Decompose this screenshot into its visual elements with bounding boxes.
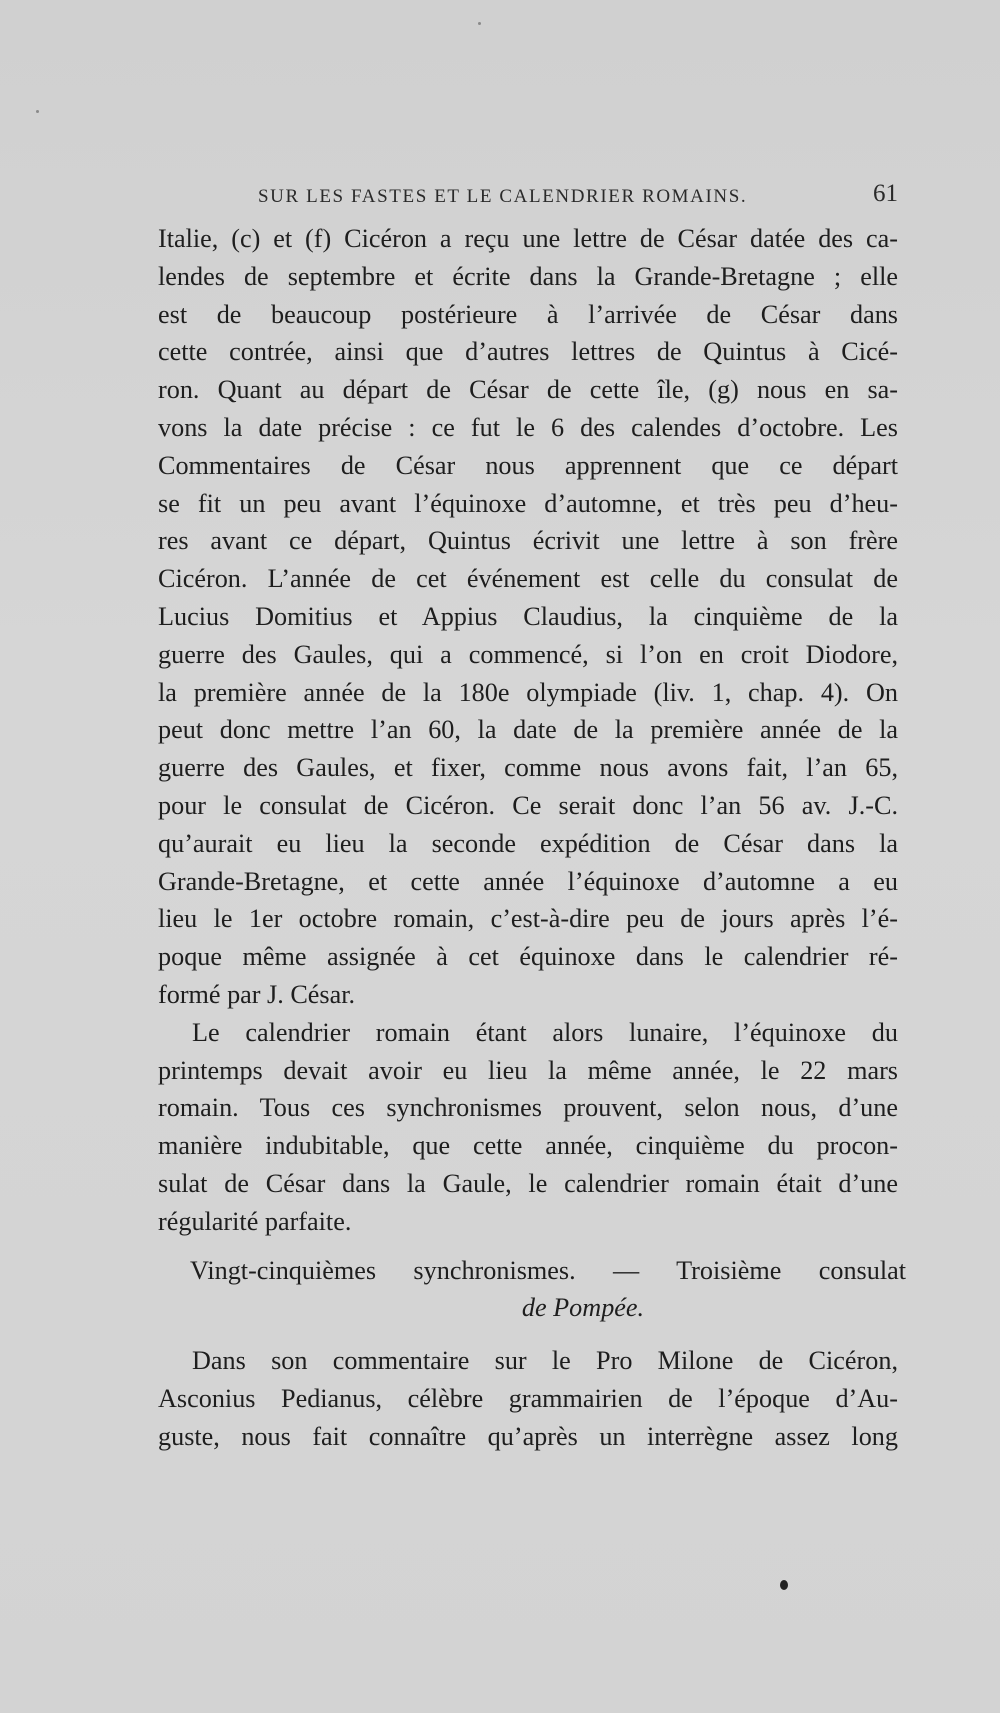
text-line: printemps devait avoir eu lieu la même année, le 22 mars [158, 1055, 898, 1085]
heading-line-2: de Pompée. [521, 1293, 645, 1322]
text-line: régularité parfaite. [158, 1206, 352, 1236]
text-line: guste, nous fait connaître qu’après un interrègne assez long [158, 1422, 898, 1451]
text-line: qu’aurait eu lieu la seconde expédition de César dans la [158, 828, 898, 858]
text-line: Le calendrier romain étant alors lunaire, l’équinoxe du [192, 1017, 898, 1047]
text-line: guerre des Gaules, qui a commencé, si l’on en croit Diodore, [158, 639, 898, 669]
text-line: res avant ce départ, Quintus écrivit une lettre à son frère [158, 526, 898, 556]
text-line: guerre des Gaules, et fixer, comme nous avons fait, l’an 65, [158, 753, 898, 783]
text-line: Italie, (c) et (f) Cicéron a reçu une lettre de César datée des ca- [158, 224, 898, 253]
text-line: pour le consulat de Cicéron. Ce serait donc l’an 56 av. J.-C. [158, 790, 898, 820]
text-line: Dans son commentaire sur le Pro Milone de Cicéron, [192, 1346, 898, 1375]
text-line: formé par J. César. [158, 979, 356, 1009]
text-line: vons la date précise : ce fut le 6 des calendes d’octobre. Les [158, 412, 898, 442]
paper-speck [36, 110, 39, 113]
text-line: cette contrée, ainsi que d’autres lettres de Quintus à Cicé- [158, 337, 898, 367]
running-title: SUR LES FASTES ET LE CALENDRIER ROMAINS. [258, 186, 748, 207]
paragraph-2 [158, 1014, 898, 1241]
text-line: ron. Quant au départ de César de cette île, (g) nous en sa- [158, 375, 898, 405]
text-line: sulat de César dans la Gaule, le calendrier romain était d’une [158, 1168, 898, 1198]
text-line: Asconius Pedianus, célèbre grammairien de l’époque d’Au- [158, 1384, 898, 1413]
paragraph-3 [158, 1342, 898, 1456]
heading-line-1: Vingt-cinquièmes synchronismes. — Troisième consulat [190, 1256, 906, 1285]
section-heading [190, 1252, 906, 1326]
text-line: lieu le 1er octobre romain, c’est-à-dire peu de jours après l’é- [158, 904, 898, 934]
paragraph-1 [158, 220, 898, 1014]
text-line: peut donc mettre l’an 60, la date de la première année de la [158, 715, 898, 745]
text-line: romain. Tous ces synchronismes prouvent, selon nous, d’une [158, 1093, 898, 1123]
text-line: lendes de septembre et écrite dans la Grande-Bretagne ; elle [158, 261, 898, 291]
text-line: Commentaires de César nous apprennent que ce départ [158, 450, 898, 480]
page-header [258, 180, 898, 216]
text-line: manière indubitable, que cette année, cinquième du procon- [158, 1131, 898, 1161]
ink-spot [780, 1580, 788, 1590]
text-line: se fit un peu avant l’équinoxe d’automne, et très peu d’heu- [158, 488, 898, 518]
text-line: Grande-Bretagne, et cette année l’équinoxe d’automne a eu [158, 866, 898, 896]
text-line: la première année de la 180e olympiade (liv. 1, chap. 4). On [158, 677, 898, 707]
text-line: Lucius Domitius et Appius Claudius, la cinquième de la [158, 601, 898, 631]
paper-speck [478, 22, 481, 25]
page-number: 61 [873, 180, 898, 207]
text-line: poque même assignée à cet équinoxe dans le calendrier ré- [158, 942, 898, 972]
text-line: est de beaucoup postérieure à l’arrivée de César dans [158, 299, 898, 329]
main-text [158, 220, 898, 1241]
text-line: Cicéron. L’année de cet événement est celle du consulat de [158, 564, 898, 594]
